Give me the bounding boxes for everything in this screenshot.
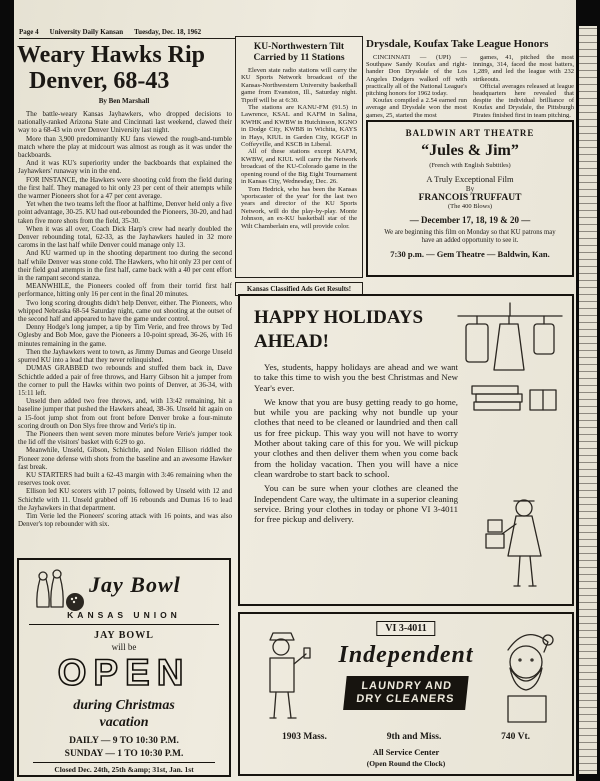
page-number: Page 4 [19, 28, 39, 36]
paper-name: University Daily Kansan [49, 28, 124, 36]
radio-box-paragraph: Tom Hedrick, who has been the Kansas 'sportscaster of the year' for the last two years and director of the KU Sports Network, will do the play-by-play. Monte Johnson, an ex-KU basketball star of the Wilt Chamberlain era, will provide color. [241, 185, 357, 230]
holidays-title-line2: AHEAD! [254, 331, 329, 352]
director-note: (The 400 Blows) [447, 203, 493, 210]
holidays-title-line1: HAPPY HOLIDAYS [254, 307, 424, 328]
jay-bowl-logo: Jay Bowl [89, 572, 181, 597]
byline: By Ben Marshall [98, 97, 150, 105]
article-paragraph: Then the Jayhawkers went to town, as Jimmy Dumas and George Unseld spurred KU into a lead that they never relinquished. [18, 347, 232, 365]
article-paragraph: The Pioneers then went seven more minutes before Verie's jumper took the lid off the visitors' basket with 6:29 to go. [18, 429, 232, 447]
open-word: OPEN [57, 652, 191, 693]
article-paragraph: And it was KU's superiority under the backboards that explained the Jayhawkers' runaway win in the end. [18, 159, 232, 176]
daily-hours: DAILY — 9 TO 10:30 P.M. [69, 736, 179, 746]
bowling-pins-illustration [29, 568, 87, 614]
holidays-body [254, 362, 458, 528]
radio-box-paragraph: The stations are KANU-FM (91.5) in Lawrence, KSAL and KAFM in Salina, KWHK and KWBW in Hutchinson, KGNO in Dodge City, KWBB in Wichita, KAYS in Hays, KIUL in Garden City, KGGF in Coffeyville, and KSCB in Liberal. [241, 104, 357, 149]
address-left: 1903 Mass. [282, 732, 327, 742]
kansas-union-label: KANSAS UNION [67, 610, 181, 620]
lead-headline-line1: Weary Hawks Rip [17, 42, 206, 68]
article-paragraph: Meanwhile, Unseld, Gibson, Schichtle, and Nolen Ellison riddled the Pioneer zone defense with shots from the baseline and an awesome Hawker fast break. [18, 446, 232, 471]
theatre-name: BALDWIN ART THEATRE [405, 128, 535, 138]
article-paragraph: More than 3,900 predominantly KU fans viewed the rough-and-tumble match where the play at midcourt was almost as rough as it was under the backboards. [18, 134, 232, 160]
article-paragraph: KU STARTERS had built a 62-43 margin with 3:46 remaining when the reserves took over. [18, 470, 232, 488]
issue-date: Tuesday, Dec. 18, 1962 [134, 28, 202, 36]
holidays-paragraph: We know that you are busy getting ready to go home, but while you are packing why not bundle up your clothes that need to be cleaned or laundried and then call us for free pickup. This way you will not have to worry Mother about taking care of this for you. We will pickup your clothes and then deliver them when you come back from the holiday vacation. Then you will have a nice clean wardrobe to start back to school. [254, 396, 458, 479]
newspaper-paper [14, 0, 576, 781]
jay-bowl-line2: will be [111, 642, 137, 652]
laundry-footer-line1: All Service Center [372, 747, 440, 757]
lead-article-body [18, 110, 232, 554]
article-paragraph: FOR INSTANCE, the Hawkers were shooting cold from the field during the first half. They managed to hit only 23 per cent of their attempts while the warmer Pioneers shot for a 47 per cent average. [18, 175, 232, 201]
santa-illustration [484, 618, 568, 730]
shopper-illustration [478, 492, 564, 600]
jay-bowl-ad [17, 558, 231, 777]
radio-box-paragraph: All of these stations except KAFM, KWBW, and KIUL will carry the Network broadcast of the KU-Colorado game in the opening round of the Big Eight Tournament in Kansas City, Wednesday, Dec. 26. [241, 148, 357, 186]
article-paragraph: When it was all over, Coach Dick Harp's crew had nearly doubled the Denver rebounding total, 62-33, as the Jayhawkers hauled in 32 more caroms in the last half while Denver could manage only 13. [18, 224, 232, 250]
article-paragraph: MEANWHILE, the Pioneers cooled off from their torrid first half performance, hitting only 16 per cent in the final 20 minutes. [18, 282, 232, 299]
classified-ads-note: Kansas Classified Ads Get Results! [235, 282, 363, 296]
honors-paragraph: CINCINNATI — (UPI) — Southpaw Sandy Koufax and right-hander Don Drysdale of the Los Angeles Dodgers walked off with practically all of the National League's pitching honors for 1962 today. [366, 54, 467, 98]
article-paragraph: Ellison led KU scorers with 17 points, followed by Unseld with 12 and Schichtle with 11. Unseld grabbed off 16 rebounds and Dumas 16 to lead the Jayhawkers in that department. [18, 487, 232, 512]
honors-paragraph: games, 41, pitched the most innings, 314, faced the most batters, 1,289, and led the league with 232 strikeouts. [473, 54, 574, 83]
film-subtitle-note: (French with English Subtitles) [429, 162, 511, 169]
film-tagline: A Truly Exceptional Film [426, 174, 514, 184]
lead-headline [17, 42, 235, 94]
sunday-hours: SUNDAY — 1 TO 10:30 P.M. [64, 749, 184, 759]
radio-box-paragraph: Eleven state radio stations will carry the KU Sports Network broadcast of the Kansas-Northwestern University basketball game from Evanston, Ill., Saturday night. Tipoff will be at 6:30. [241, 67, 357, 104]
showtime: 7:30 p.m. — Gem Theatre — Baldwin, Kan. [390, 249, 550, 260]
address-right: 740 Vt. [501, 732, 530, 742]
radio-box-headline [241, 42, 357, 63]
happy-holidays-ad [238, 294, 574, 606]
radio-network-box [235, 36, 363, 278]
article-paragraph: And KU warmed up in the shooting department too during the second half while Denver was stone cold. The Hawkers, who hit only 23 per cent of their field goal attempts in the first half, came back with a 40 per cent effort in the rampant second stanza. [18, 249, 232, 283]
phone-number: VI 3-4011 [376, 621, 435, 636]
laundry-brand-name: Independent [338, 642, 474, 668]
laundry-banner-line1: LAUNDRY AND [360, 680, 453, 692]
holidays-paragraph: You can be sure when your clothes are cleaned the Independent Care way, the ultimate in a superior cleaning service. Bring your clothes in today or phone VI 3-4011 for free pickup and delivery. [254, 483, 458, 525]
article-paragraph: DUMAS GRABBED two rebounds and stuffed them back in, Dave Schichtle added a pair of free throws, and Harry Gibson hit a jumper from the corner to pull the Hawks within two points of Denver, at 36-34, with 15:11 left. [18, 364, 232, 397]
film-title: “Jules & Jim” [421, 142, 519, 159]
holidays-title [254, 306, 423, 354]
vacation-script-line1: during Christmas [73, 698, 175, 713]
divider [29, 624, 219, 625]
divider [33, 762, 215, 763]
honors-paragraph: Official averages released at league headquarters here revealed that despite the individual brilliance of Koufax and Drysdale, the Pittsburgh Pirates finished first in team pitching. [473, 82, 574, 118]
address-center: 9th and Miss. [386, 732, 442, 742]
jay-bowl-line1: JAY BOWL [94, 630, 154, 641]
laundry-ad [238, 612, 574, 776]
clothes-rack-illustration [454, 302, 566, 420]
article-paragraph: Denny Hodge's long jumper, a tip by Tim Verie, and free throws by Ted Oglesby and Bob Moe, gave the Pioneers a 10-point spread, 36-26, with 16 minutes remaining in the game. [18, 323, 232, 348]
lead-headline-line2: Denver, 68-43 [29, 68, 170, 94]
honors-headline: Drysdale, Koufax Take League Honors [366, 38, 549, 50]
laundry-banner [343, 676, 469, 710]
adjacent-page-sliver [579, 26, 597, 774]
laundry-addresses [240, 732, 572, 742]
article-paragraph: The battle-weary Kansas Jayhawkers, who dropped decisions to nationally-ranked Arizona State and Cincinnati last weekend, clawed their way to a 68-43 win over Denver University last night. [18, 110, 232, 135]
vacation-script-line2: vacation [99, 715, 149, 730]
radio-box-headline-line1: KU-Northwestern Tilt [253, 42, 345, 52]
closed-dates-note: Closed Dec. 24th, 25th &amp; 31st, Jan. 1st [54, 765, 194, 774]
honors-paragraph: Koufax compiled a 2.54 earned run average and Drysdale won the most games, 25, started the most [366, 97, 467, 118]
article-paragraph: Tim Verie led the Pioneers' scoring attack with 16 points, and was also Denver's top rebounder with six. [18, 511, 232, 529]
honors-column-1 [366, 54, 467, 118]
baldwin-theatre-ad [366, 120, 574, 277]
honors-column-2 [473, 54, 574, 118]
laundry-banner-line2: DRY CLEANERS [355, 693, 456, 705]
article-paragraph: Two long scoring droughts didn't help Denver, either. The Pioneers, who whipped Nebraska 68-54 Saturday night, came out shooting at the outset of the second half and appeared to have the game under control. [18, 298, 232, 324]
radio-box-headline-line2: Carried by 11 Stations [253, 52, 345, 63]
film-by: By [465, 185, 475, 193]
theatre-note: We are beginning this film on Monday so that KU patrons may have an added opportunity to see it. [384, 229, 556, 244]
film-director: FRANCOIS TRUFFAUT [418, 193, 522, 203]
article-paragraph: Yet when the two teams left the floor at halftime, Denver held only a five point advantage, 30-25. KU had out-rebounded the Pioneers, 30-20, and had taken five more shots from the field, 35-30. [18, 200, 232, 225]
film-dates: — December 17, 18, 19 & 20 — [409, 215, 531, 225]
article-paragraph: Unseld then added two free throws, and, with 13:42 remaining, hit a baseline jumper that pushed the Hawkers ahead, 38-36. Unseld hit again on a 15-foot jump shot from out front before Denver broke a four-minute scoring drouth on Don Slys free throw and Verie's tip in. [18, 397, 232, 430]
masthead [19, 28, 235, 39]
holidays-paragraph: Yes, students, happy holidays are ahead and we want to take this time to wish you the best Christmas and New Year's ever. [254, 362, 458, 393]
laundry-footer-line2: (Open Round the Clock) [366, 759, 446, 768]
